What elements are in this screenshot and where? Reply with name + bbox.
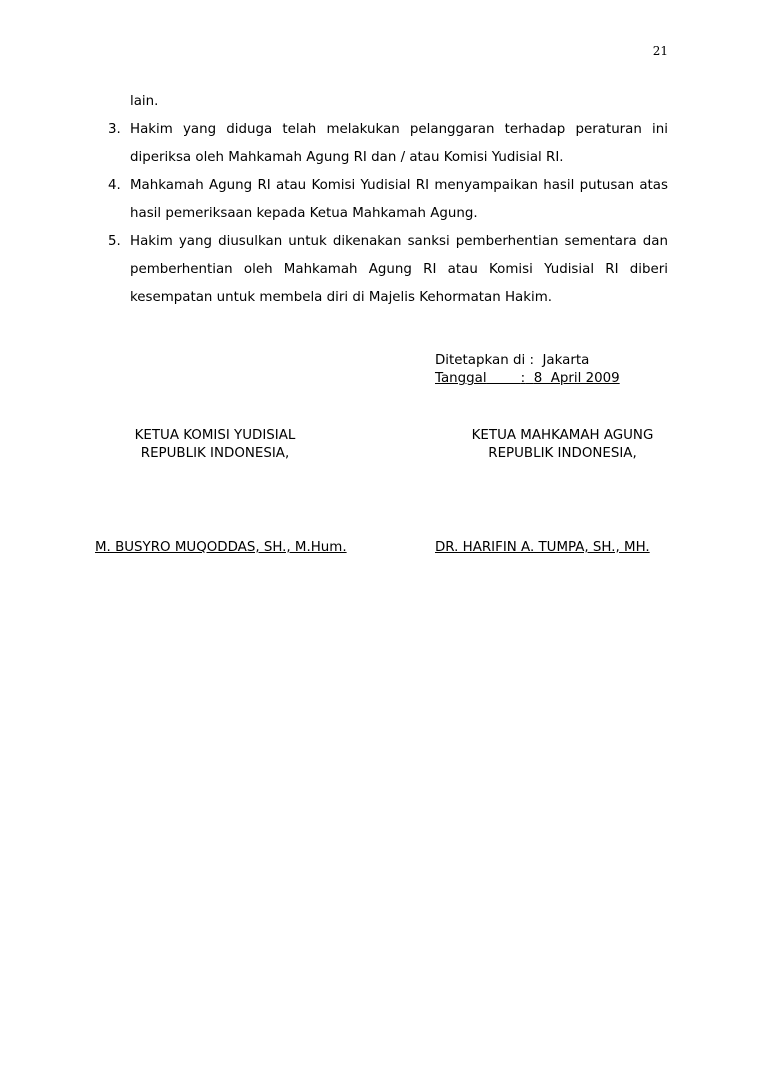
list-item-number: 5. bbox=[108, 234, 121, 249]
list-item-text: Hakim yang diduga telah melakukan pelanggaran terhadap peraturan ini diperiksa oleh Mahkamah Agung RI dan / atau Komisi Yudisial RI. bbox=[130, 122, 668, 165]
place-row bbox=[435, 352, 665, 370]
right-title-line2: REPUBLIK INDONESIA, bbox=[488, 446, 637, 461]
left-title-line1: KETUA KOMISI YUDISIAL bbox=[134, 428, 296, 443]
list-item bbox=[104, 228, 668, 312]
enactment-block bbox=[435, 352, 665, 388]
left-signatory-name: M. BUSYRO MUQODDAS, SH., M.Hum. bbox=[95, 540, 347, 555]
place-separator: : bbox=[529, 353, 534, 368]
list-item-text: Hakim yang diusulkan untuk dikenakan sanksi pemberhentian sementara dan pemberhentian oleh Mahkamah Agung RI atau Komisi Yudisial RI diberi kesempatan untuk membela diri di Majelis Kehormatan Hakim. bbox=[130, 234, 668, 305]
list-item-text: Mahkamah Agung RI atau Komisi Yudisial RI menyampaikan hasil putusan atas hasil pemeriksaan kepada Ketua Mahkamah Agung. bbox=[130, 178, 668, 221]
left-title-line2: REPUBLIK INDONESIA, bbox=[140, 446, 290, 461]
list-item-number: 3. bbox=[108, 122, 121, 137]
regulation-list bbox=[104, 116, 668, 312]
left-signatory-title bbox=[95, 427, 335, 463]
date-row bbox=[435, 370, 665, 388]
list-item bbox=[104, 116, 668, 172]
list-item-number: 4. bbox=[108, 178, 121, 193]
right-title-line1: KETUA MAHKAMAH AGUNG bbox=[471, 428, 654, 443]
right-signatory-name: DR. HARIFIN A. TUMPA, SH., MH. bbox=[435, 540, 650, 555]
place-label: Ditetapkan di bbox=[435, 353, 526, 368]
date-separator: : bbox=[520, 371, 526, 386]
right-signatory-title bbox=[425, 427, 700, 463]
page-number: 21 bbox=[652, 44, 668, 58]
date-value: 8 April 2009 bbox=[533, 371, 620, 386]
place-value: Jakarta bbox=[542, 353, 590, 368]
continuation-text: lain. bbox=[130, 94, 159, 109]
date-label: Tanggal bbox=[435, 371, 487, 386]
list-item bbox=[104, 172, 668, 228]
